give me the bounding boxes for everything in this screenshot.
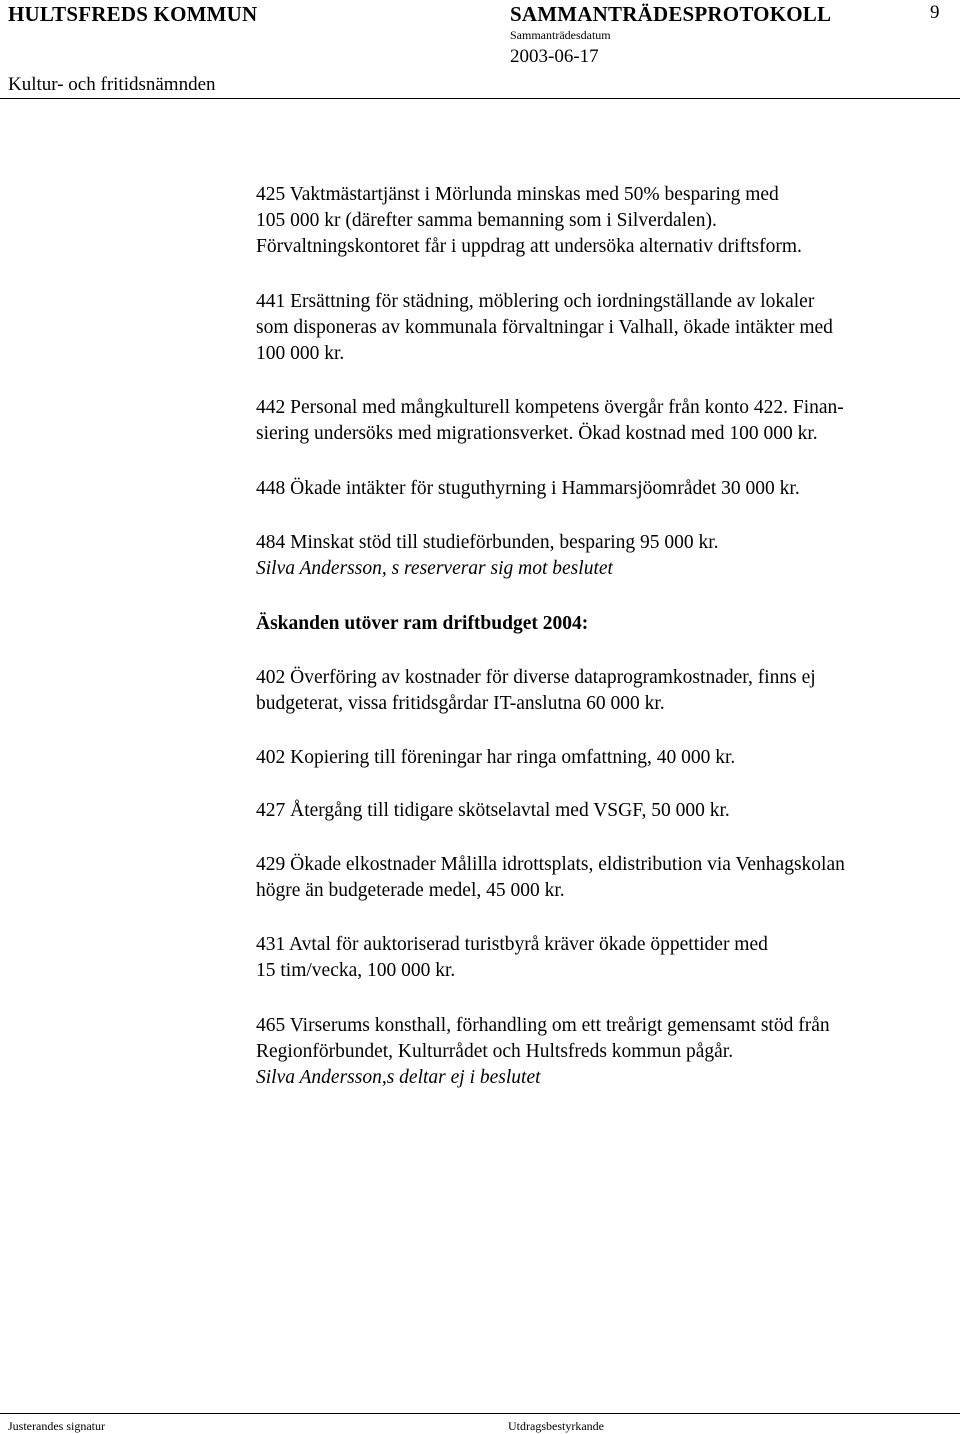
page-number: 9 <box>930 2 940 23</box>
org-name: HULTSFREDS KOMMUN <box>8 2 258 26</box>
footer-signature-label: Justerandes signatur <box>8 1419 105 1433</box>
item-425-line-2: 105 000 kr (därefter samma bemanning som i Silverdalen). <box>256 210 717 231</box>
request-429-line-1: 429 Ökade elkostnader Målilla idrottsplats, eldistribution via Venhagskolan <box>256 854 845 875</box>
request-465-line-1: 465 Virserums konsthall, förhandling om ett treårigt gemensamt stöd från <box>256 1015 830 1036</box>
date-label: Sammanträdesdatum <box>510 28 611 42</box>
item-442-line-1: 442 Personal med mångkulturell kompetens övergår från konto 422. Finan- <box>256 397 844 418</box>
item-484-note: Silva Andersson, s reserverar sig mot beslutet <box>256 558 613 579</box>
request-402a-line-1: 402 Överföring av kostnader för diverse dataprogramkostnader, finns ej <box>256 667 816 688</box>
request-431-line-2: 15 tim/vecka, 100 000 kr. <box>256 960 456 981</box>
item-441-line-2: som disponeras av kommunala förvaltningar i Valhall, ökade intäkter med <box>256 317 833 338</box>
section-heading: Äskanden utöver ram driftbudget 2004: <box>256 613 589 634</box>
item-441-line-1: 441 Ersättning för städning, möblering och iordningställande av lokaler <box>256 291 815 312</box>
item-442-line-2: siering undersöks med migrationsverket. Ökad kostnad med 100 000 kr. <box>256 423 818 444</box>
request-402b-line-1: 402 Kopiering till föreningar har ringa omfattning, 40 000 kr. <box>256 747 736 768</box>
header-rule <box>0 98 960 99</box>
request-431-line-1: 431 Avtal för auktoriserad turistbyrå kräver ökade öppettider med <box>256 934 768 955</box>
footer-certification-label: Utdragsbestyrkande <box>508 1419 604 1433</box>
footer-rule <box>0 1413 960 1414</box>
item-425-line-1: 425 Vaktmästartjänst i Mörlunda minskas med 50% besparing med <box>256 184 779 205</box>
item-441-line-3: 100 000 kr. <box>256 343 345 364</box>
request-427-line-1: 427 Återgång till tidigare skötselavtal med VSGF, 50 000 kr. <box>256 800 730 821</box>
request-402a-line-2: budgeterat, vissa fritidsgårdar IT-anslutna 60 000 kr. <box>256 693 665 714</box>
request-465-line-2: Regionförbundet, Kulturrådet och Hultsfreds kommun pågår. <box>256 1041 734 1062</box>
request-429-line-2: högre än budgeterade medel, 45 000 kr. <box>256 880 565 901</box>
request-465-note: Silva Andersson,s deltar ej i beslutet <box>256 1067 541 1088</box>
meeting-date: 2003-06-17 <box>510 46 599 67</box>
item-484-line-1: 484 Minskat stöd till studieförbunden, besparing 95 000 kr. <box>256 532 719 553</box>
document-type: SAMMANTRÄDESPROTOKOLL <box>510 2 832 26</box>
department-name: Kultur- och fritidsnämnden <box>8 74 216 95</box>
item-448-line-1: 448 Ökade intäkter för stuguthyrning i Hammarsjöområdet 30 000 kr. <box>256 478 800 499</box>
item-425-line-3: Förvaltningskontoret får i uppdrag att undersöka alternativ driftsform. <box>256 236 802 257</box>
